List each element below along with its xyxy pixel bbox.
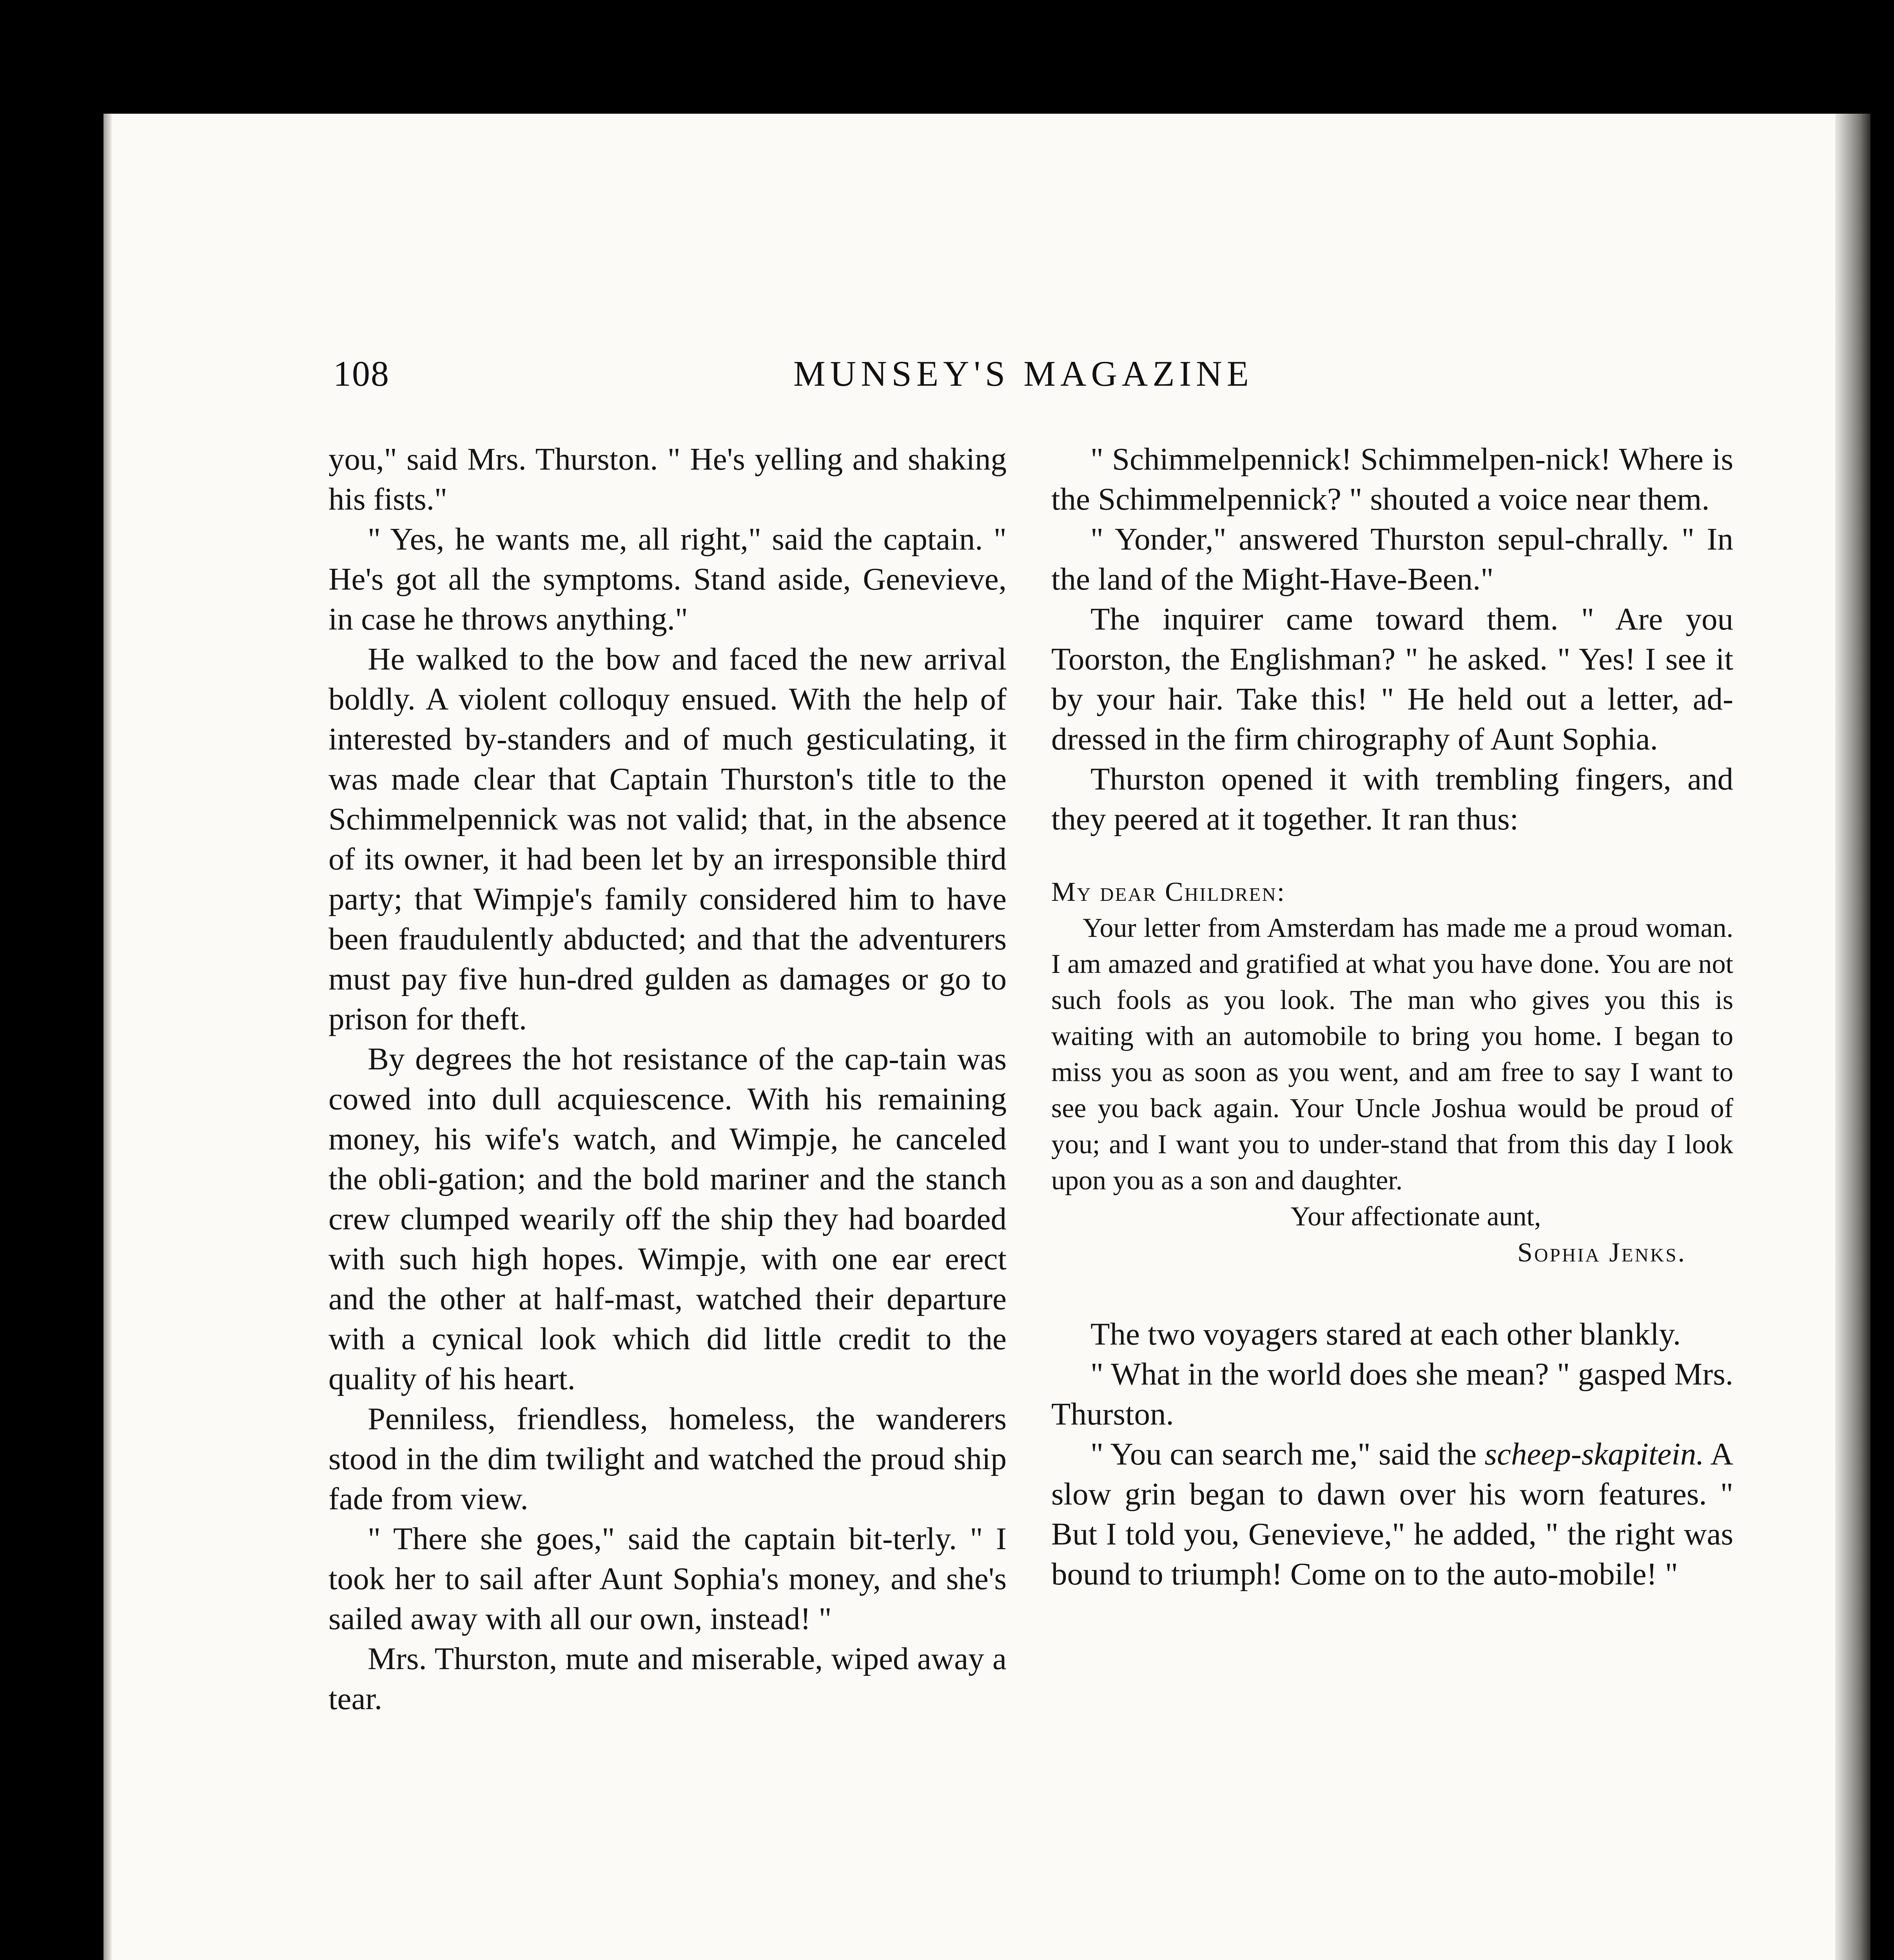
page-gutter-shadow xyxy=(1835,114,1870,1960)
paragraph: " Yes, he wants me, all right," said the captain. " He's got all the symptoms. Stand aside, Genevieve, in case he throws anything." xyxy=(328,521,1007,637)
letter-signature: Sophia Jenks. xyxy=(1517,1238,1686,1268)
italic-word: scheep-skapitein. xyxy=(1484,1436,1704,1472)
paragraph: you," said Mrs. Thurston. " He's yelling and shaking his fists." xyxy=(328,441,1007,517)
paragraph: He walked to the bow and faced the new arrival boldly. A violent colloquy ensued. With the help of interested by-standers and of much gesticulating, it was made clear that Captain Thurston's title to the Schimmelpennick was not valid; that, in the absence of its owner, it had been let by an irresponsible third party; that Wimpje's family considered him to have been fraudulently abducted; and that the adventurers must pay five hun-dred gulden as damages or go to prison for theft. xyxy=(328,641,1007,1036)
right-column xyxy=(1051,439,1733,1594)
letter-salutation: My dear Children: xyxy=(1051,877,1286,907)
paragraph: Penniless, friendless, homeless, the wanderers stood in the dim twilight and watched the proud ship fade from view. xyxy=(328,1401,1007,1516)
text-run: " You can search me," said the xyxy=(1090,1436,1485,1472)
page-number: 108 xyxy=(333,354,390,394)
magazine-page xyxy=(103,114,1870,1960)
paragraph: " There she goes," said the captain bit-terly. " I took her to sail after Aunt Sophia's money, and she's sailed away with all our own, instead! " xyxy=(328,1521,1007,1636)
paragraph: " Schimmelpennick! Schimmelpen-nick! Where is the Schimmelpennick? " shouted a voice near them. xyxy=(1051,441,1733,517)
left-column xyxy=(328,439,1007,1719)
running-head: MUNSEY'S MAGAZINE xyxy=(793,354,1254,394)
paragraph: By degrees the hot resistance of the cap-tain was cowed into dull acquiescence. With his remaining money, his wife's watch, and Wimpje, he canceled the obli-gation; and the bold mariner and the stanch crew clumped wearily off the ship they had boarded with such high hopes. Wimpje, with one ear erect and the other at half-mast, watched their departure with a cynical look which did little credit to the quality of his heart. xyxy=(328,1041,1007,1396)
letter-body: Your letter from Amsterdam has made me a proud woman. I am amazed and gratified at what you have done. You are not such fools as you look. The man who gives you this is waiting with an automobile to bring you home. I began to miss you as soon as you went, and am free to say I want to see you back again. Your Uncle Joshua would be proud of you; and I want you to under-stand that from this day I look upon you as a son and daughter. xyxy=(1051,913,1733,1196)
page-edge xyxy=(103,114,112,1960)
paragraph: " Yonder," answered Thurston sepul-chrally. " In the land of the Might-Have-Been." xyxy=(1051,521,1733,597)
text-run: A slow grin began to dawn over his worn features. " But I told you, Genevieve," he added, " the right was bound to triumph! Come on to the auto-mobile! " xyxy=(1051,1436,1733,1592)
paragraph xyxy=(1051,1434,1733,1594)
paragraph: The inquirer came toward them. " Are you Toorston, the Englishman? " he asked. " Yes! I see it by your hair. Take this! " He held out a letter, ad-dressed in the firm chirography of Aunt Sophia. xyxy=(1051,601,1733,757)
paragraph: Mrs. Thurston, mute and miserable, wiped away a tear. xyxy=(328,1641,1007,1716)
aunt-letter xyxy=(1051,874,1733,1271)
paragraph: Thurston opened it with trembling fingers, and they peered at it together. It ran thus: xyxy=(1051,761,1733,837)
letter-closing: Your affectionate aunt, xyxy=(1290,1201,1541,1232)
paragraph: The two voyagers stared at each other blankly. xyxy=(1090,1316,1681,1352)
paragraph: " What in the world does she mean? " gasped Mrs. Thurston. xyxy=(1051,1356,1733,1432)
